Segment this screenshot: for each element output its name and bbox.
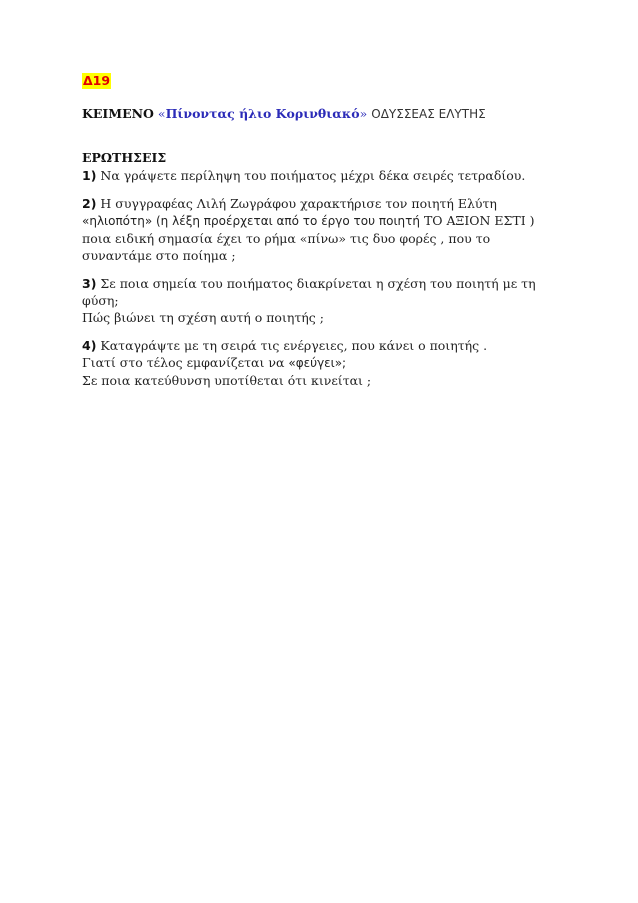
question-3: [82, 275, 562, 326]
title-label: ΚΕΙΜΕΝΟ: [82, 106, 154, 121]
doc-tag: Δ19: [83, 73, 111, 88]
question-1-text: Να γράψετε περίληψη του ποιήματος μέχρι δέκα σειρές τετραδίου.: [100, 168, 526, 183]
question-4-text-2b: «φεύγει»;: [288, 356, 347, 370]
doc-title: [82, 105, 562, 123]
question-2-line-3: ποια ειδική σημασία έχει το ρήμα «πίνω» τις δυο φορές , που το: [82, 231, 491, 246]
question-1-number: 1): [82, 168, 97, 183]
question-3-text-1: Σε ποια σημεία του ποιήματος διακρίνεται η σχέση του ποιητή με τη: [100, 276, 536, 291]
title-close-quote: »: [359, 106, 368, 121]
question-4-number: 4): [82, 338, 97, 353]
question-2: [82, 195, 562, 264]
question-2-line-2: [82, 212, 562, 230]
question-3-line-3: Πώς βιώνει τη σχέση αυτή ο ποιητής ;: [82, 310, 324, 325]
question-2-number: 2): [82, 196, 97, 211]
questions-heading: ΕΡΩΤΗΣΕΙΣ: [82, 150, 167, 165]
question-2-line-1: [82, 195, 562, 212]
question-3-number: 3): [82, 276, 97, 291]
question-2-line-4: συναντάμε στο ποίημα ;: [82, 248, 236, 263]
question-4-line-1: [82, 337, 562, 354]
question-1: [82, 167, 562, 184]
question-2-text-1: Η συγγραφέας Λιλή Ζωγράφου χαρακτήρισε τον ποιητή Ελύτη: [100, 196, 497, 211]
question-3-line-1: [82, 275, 562, 292]
author-name: ΟΔΥΣΣΕΑΣ ΕΛΥΤΗΣ: [371, 107, 486, 121]
question-1-line: [82, 167, 562, 184]
question-4-line-3: Σε ποια κατεύθυνση υποτίθεται ότι κινείται ;: [82, 373, 372, 388]
poem-title: Πίνοντας ήλιο Κορινθιακό: [165, 106, 360, 121]
question-3-line-2: φύση;: [82, 293, 119, 308]
document-page: [82, 72, 562, 389]
doc-tag-line: [82, 72, 562, 89]
question-2-text-2a: «ηλιοπότη» (η λέξη προέρχεται από το έργο του ποιητή: [82, 214, 420, 228]
question-4-line-2: [82, 354, 562, 372]
question-4: [82, 337, 562, 389]
question-4-text-2a: Γιατί στο τέλος εμφανίζεται να: [82, 355, 285, 370]
question-2-text-2b: ΤΟ ΑΞΙΟΝ ΕΣΤΙ ): [423, 213, 535, 228]
title-open-quote: «: [157, 106, 166, 121]
question-4-text-1: Καταγράψτε με τη σειρά τις ενέργειες, που κάνει ο ποιητής .: [100, 338, 488, 353]
